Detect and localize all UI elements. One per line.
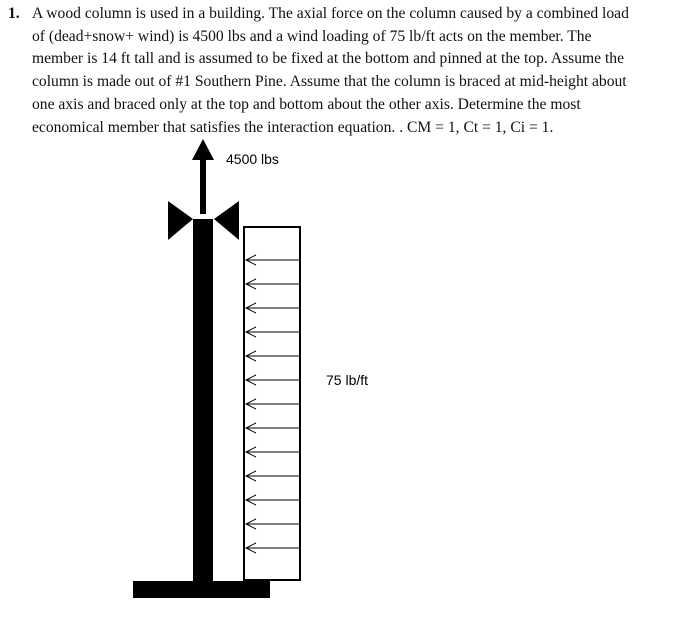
axial-force-label: 4500 lbs — [226, 151, 279, 167]
wind-load-arrow — [246, 423, 300, 433]
problem-text-line: member is 14 ft tall and is assumed to be fixed at the bottom and pinned at the top. Assume the — [32, 50, 625, 68]
wind-load-arrows — [246, 255, 300, 553]
column — [193, 219, 213, 584]
problem-number: 1. — [8, 5, 20, 22]
fixed-base-support — [133, 581, 270, 598]
wind-load-arrow — [246, 543, 300, 553]
wind-load-arrow — [246, 399, 300, 409]
problem-text-line: column is made out of #1 Southern Pine. Assume that the column is braced at mid-height about — [32, 73, 627, 91]
wind-load-arrow — [246, 375, 300, 385]
wind-load-label: 75 lb/ft — [326, 372, 369, 388]
wind-load-arrow — [246, 447, 300, 457]
wind-load-arrow — [246, 495, 300, 505]
wind-load-arrow — [246, 519, 300, 529]
wind-load-arrow — [246, 255, 300, 265]
problem-text-line: economical member that satisfies the interaction equation. . CM = 1, Ct = 1, Ci = 1. — [32, 118, 554, 136]
problem-text-line: of (dead+snow+ wind) is 4500 lbs and a wind loading of 75 lb/ft acts on the member. The — [32, 27, 592, 45]
wind-load-arrow — [246, 303, 300, 313]
wind-load-arrow — [246, 279, 300, 289]
wind-load-arrow — [246, 351, 300, 361]
problem-text-line: one axis and braced only at the top and bottom about the other axis. Determine the most — [32, 95, 581, 113]
axial-force-arrow — [192, 139, 214, 214]
problem-text-line: A wood column is used in a building. The axial force on the column caused by a combined load — [32, 5, 629, 22]
wind-load-arrow — [246, 471, 300, 481]
wind-load-arrow — [246, 327, 300, 337]
